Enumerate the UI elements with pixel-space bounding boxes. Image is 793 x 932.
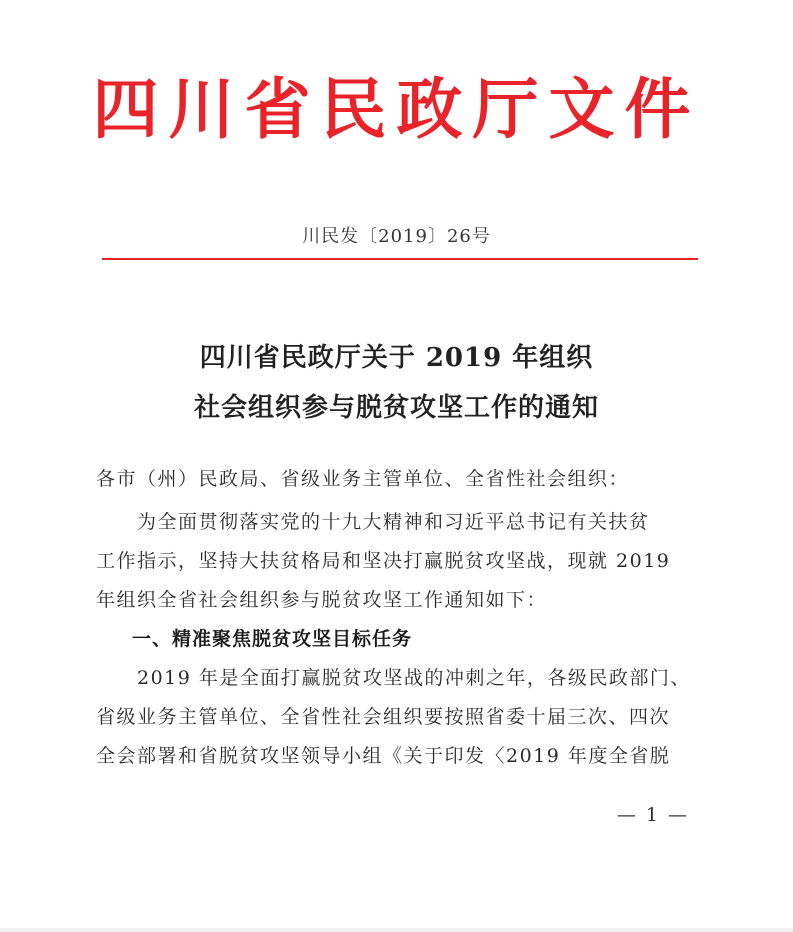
notice-title-line-1: 四川省民政厅关于 2019 年组织 (199, 343, 594, 373)
paragraph-1-line-1: 为全面贯彻落实党的十九大精神和习近平总书记有关扶贫 (96, 511, 650, 533)
red-divider-line (102, 258, 698, 260)
section-1-heading: 一、精准聚焦脱贫攻坚目标任务 (132, 628, 413, 650)
paragraph-1-line-2: 工作指示，坚持大扶贫格局和坚决打赢脱贫攻坚战，现就 2019 (96, 550, 671, 572)
paragraph-1-line-3: 年组织全省社会组织参与脱贫攻坚工作通知如下： (96, 589, 548, 611)
document-number: 川民发〔2019〕26号 (302, 226, 491, 247)
notice-title-line-2: 社会组织参与脱贫攻坚工作的通知 (193, 393, 599, 423)
page-bottom-edge (0, 928, 793, 932)
paragraph-2-line-1: 2019 年是全面打赢脱贫攻坚战的冲刺之年，各级民政部门、 (96, 667, 691, 689)
page-number: — 1 — (616, 804, 689, 826)
agency-header-title: 四川省民政厅文件 (92, 71, 701, 148)
addressee-line: 各市（州）民政局、省级业务主管单位、全省性社会组织： (96, 468, 630, 490)
paragraph-2-line-3: 全会部署和省脱贫攻坚领导小组《关于印发〈2019 年度全省脱 (96, 745, 671, 767)
paragraph-2-line-2: 省级业务主管单位、全省性社会组织要按照省委十届三次、四次 (96, 706, 671, 728)
